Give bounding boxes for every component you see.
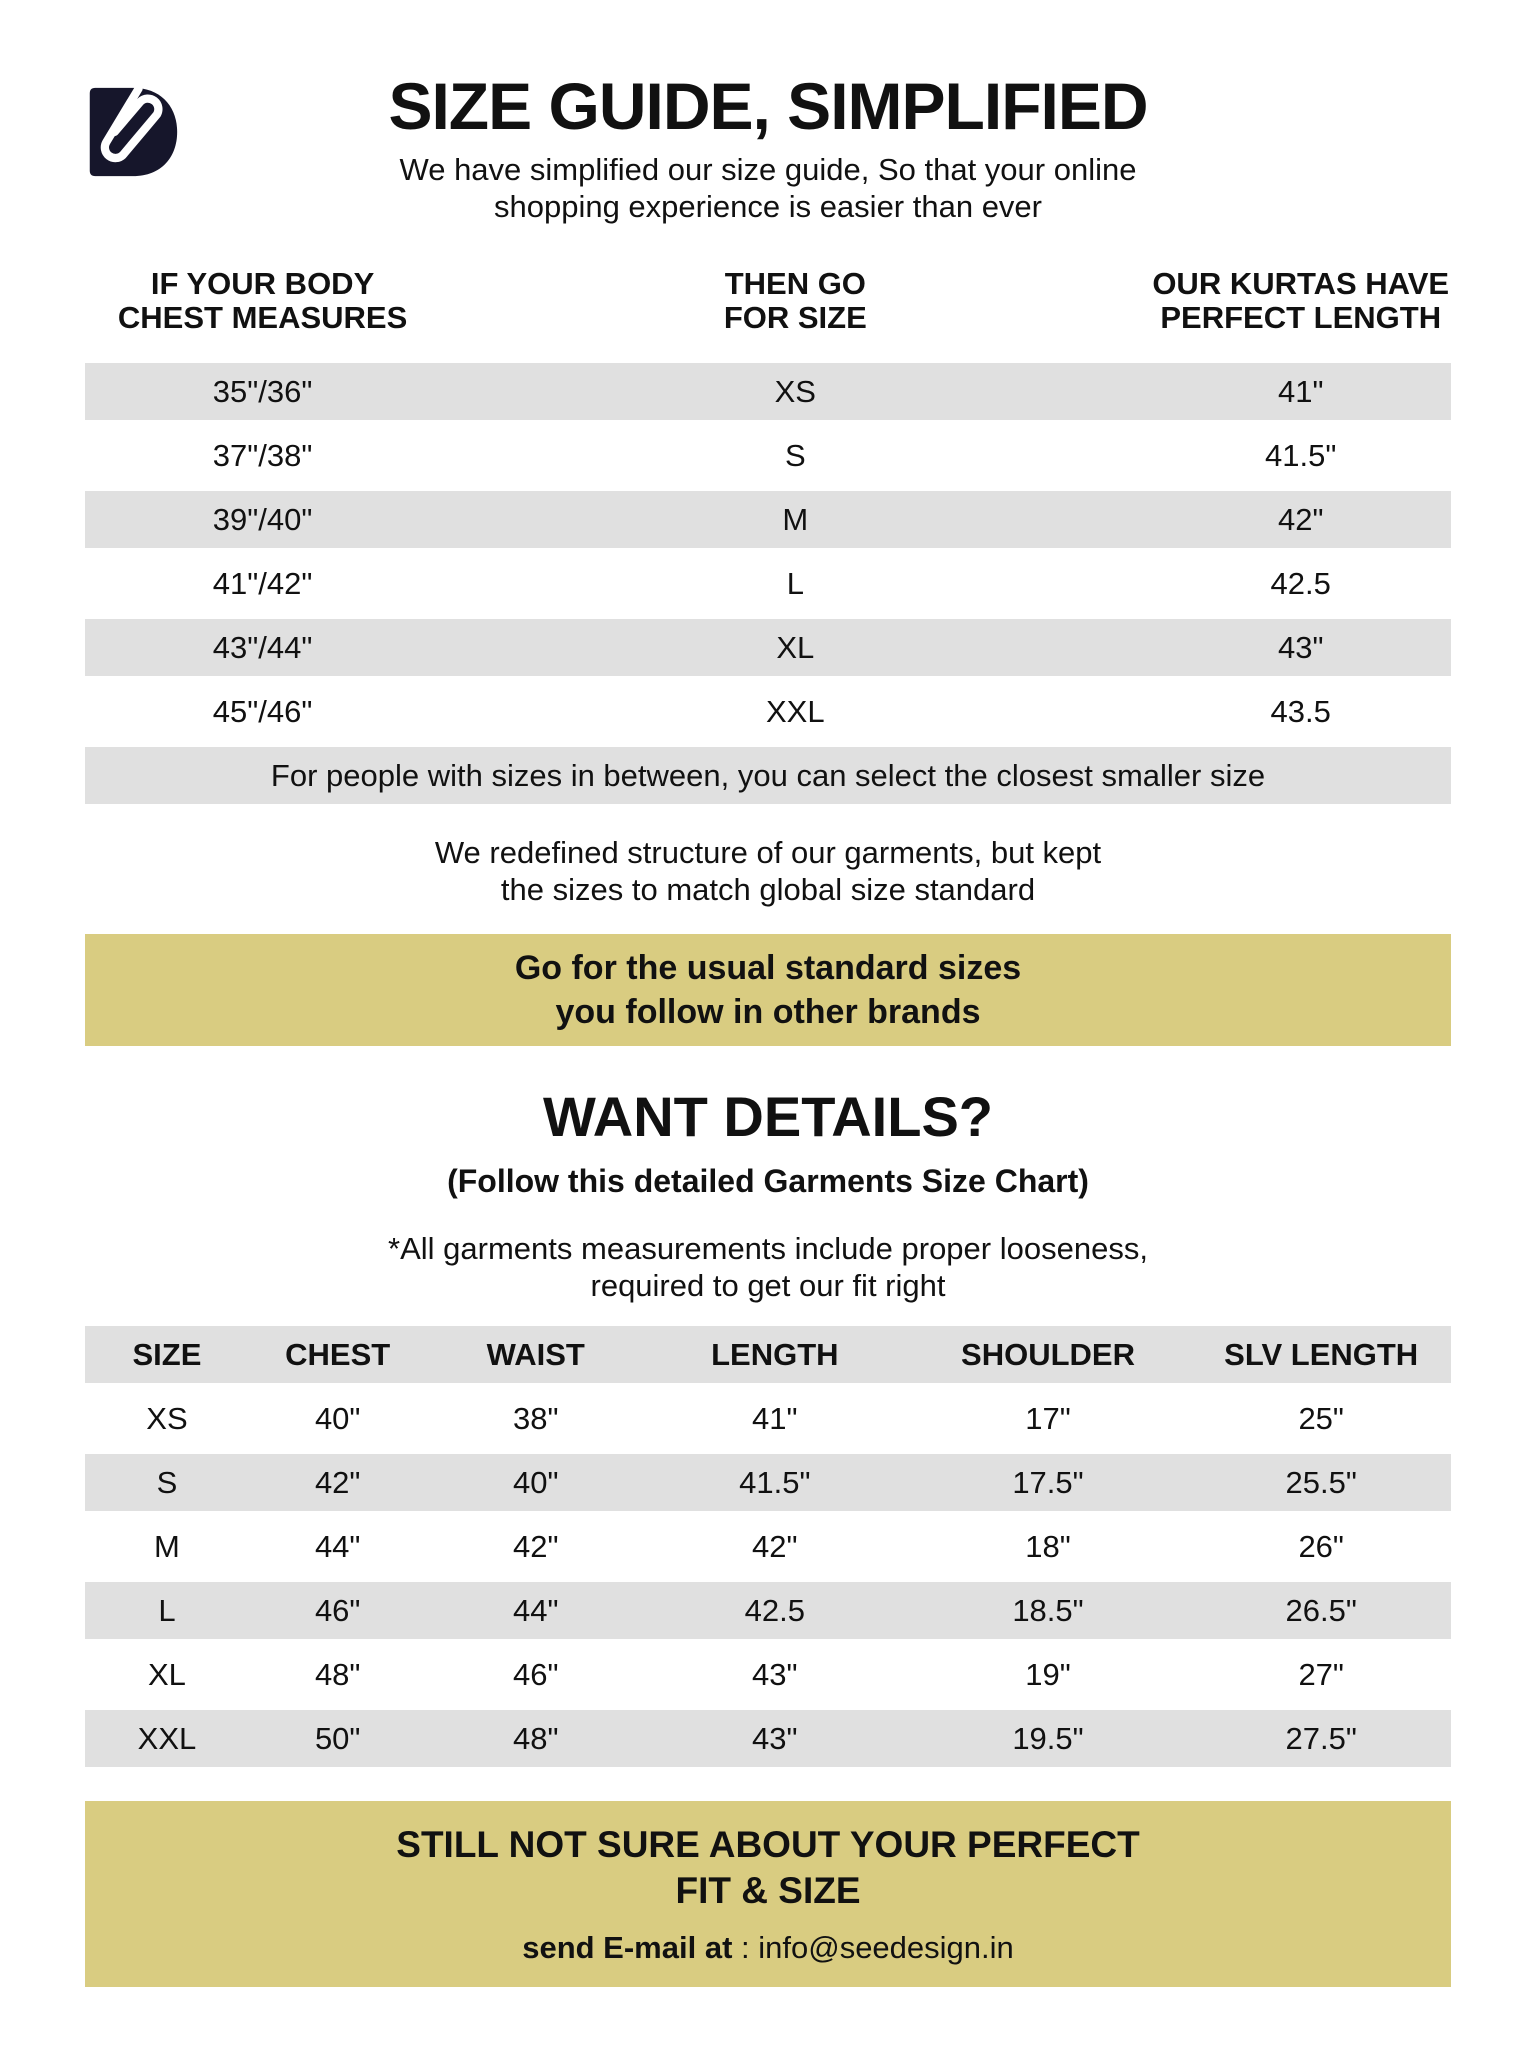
cell-shoulder: 18" (1025, 1528, 1071, 1564)
detail-table-area (85, 1326, 1451, 1767)
brand-logo-icon (87, 83, 179, 181)
header-chest-measures (85, 267, 440, 335)
cell-chest: 41"/42" (212, 565, 313, 601)
page-title: SIZE GUIDE, SIMPLIFIED (388, 69, 1148, 143)
page-header (0, 0, 1536, 225)
subtitle-line-2: shopping experience is easier than ever (493, 189, 1042, 225)
header-length: LENGTH (711, 1336, 839, 1372)
cell-waist: 44" (513, 1592, 559, 1628)
cell-waist: 38" (513, 1400, 559, 1436)
cell-size: M (782, 501, 809, 537)
header-line: THEN GO (724, 266, 866, 302)
banner-line-1: Go for the usual standard sizes (514, 949, 1022, 988)
contact-banner-line-1: STILL NOT SURE ABOUT YOUR PERFECT (396, 1824, 1140, 1866)
cell-size: L (158, 1592, 176, 1628)
table-row (85, 427, 1451, 484)
table-row (85, 1710, 1451, 1767)
table-row (85, 363, 1451, 420)
table-row (85, 1582, 1451, 1639)
cell-chest: 50" (314, 1720, 361, 1756)
cell-chest: 40" (314, 1400, 361, 1436)
cell-length: 41.5" (739, 1464, 811, 1500)
cell-size: XL (776, 629, 815, 665)
table-row (85, 1390, 1451, 1447)
cell-slv-length: 26" (1298, 1528, 1344, 1564)
cell-length: 42" (1277, 501, 1324, 537)
banner-line-2: you follow in other brands (555, 993, 981, 1032)
cell-chest: 48" (314, 1656, 361, 1692)
header-slv-length: SLV LENGTH (1224, 1336, 1419, 1372)
looseness-note (0, 1230, 1536, 1304)
cell-size: L (786, 565, 804, 601)
cell-slv-length: 27" (1298, 1656, 1344, 1692)
header-line: OUR KURTAS HAVE (1152, 266, 1450, 302)
cell-shoulder: 19.5" (1012, 1720, 1084, 1756)
cell-length: 41" (1277, 373, 1324, 409)
cell-length: 41.5" (1265, 437, 1337, 473)
header-go-for-size (440, 267, 1150, 335)
looseness-line-2: required to get our fit right (590, 1268, 946, 1304)
cell-waist: 48" (513, 1720, 559, 1756)
cell-length: 42.5 (744, 1592, 805, 1628)
table-row (85, 1646, 1451, 1703)
simple-table-body (85, 363, 1451, 804)
header-line: FOR SIZE (723, 300, 867, 336)
cell-size: XXL (766, 693, 825, 729)
table-row (85, 619, 1451, 676)
subtitle-line-1: We have simplified our size guide, So that your online (399, 152, 1137, 188)
content-area (85, 267, 1451, 908)
detail-size-table (85, 1326, 1451, 1767)
cell-chest: 43"/44" (212, 629, 313, 665)
cell-size: XS (146, 1400, 188, 1436)
email-label: send E-mail at (522, 1930, 733, 1966)
cell-waist: 40" (513, 1464, 559, 1500)
header-line: PERFECT LENGTH (1160, 300, 1442, 336)
page-subtitle (0, 151, 1536, 225)
cell-length: 41" (752, 1400, 798, 1436)
cell-shoulder: 17.5" (1012, 1464, 1084, 1500)
want-details-heading: WANT DETAILS? (542, 1085, 994, 1149)
email-address: : info@seedesign.in (732, 1930, 1014, 1966)
cell-length: 43" (752, 1656, 798, 1692)
looseness-line-1: *All garments measurements include proper looseness, (388, 1231, 1148, 1267)
cell-length: 43" (1277, 629, 1324, 665)
cell-size: XXL (137, 1720, 197, 1756)
simple-size-table (85, 267, 1451, 804)
detail-table-header-row (85, 1326, 1451, 1383)
cell-size: S (156, 1464, 178, 1500)
table-row (85, 1518, 1451, 1575)
cell-chest: 46" (314, 1592, 361, 1628)
cell-slv-length: 26.5" (1285, 1592, 1357, 1628)
cell-length: 43" (752, 1720, 798, 1756)
header-line: IF YOUR BODY (150, 266, 375, 302)
table-row (85, 491, 1451, 548)
header-kurta-length (1150, 267, 1451, 335)
cell-chest: 42" (314, 1464, 361, 1500)
cell-chest: 45"/46" (212, 693, 313, 729)
redefined-note (85, 834, 1451, 908)
cell-size: M (154, 1528, 180, 1564)
cell-chest: 35"/36" (212, 373, 313, 409)
cell-size: XS (774, 373, 816, 409)
table-row (85, 683, 1451, 740)
contact-email-line (85, 1930, 1451, 1966)
cell-waist: 46" (513, 1656, 559, 1692)
redefined-line-1: We redefined structure of our garments, but kept (434, 835, 1102, 871)
cell-size: XL (147, 1656, 186, 1692)
cell-size: S (784, 437, 806, 473)
cell-shoulder: 17" (1025, 1400, 1071, 1436)
table-row (85, 1454, 1451, 1511)
cell-length: 42.5 (1270, 565, 1331, 601)
cell-slv-length: 25" (1298, 1400, 1344, 1436)
contact-banner-line-2: FIT & SIZE (675, 1870, 861, 1912)
header-shoulder: SHOULDER (961, 1336, 1135, 1372)
header-size: SIZE (132, 1336, 202, 1372)
cell-slv-length: 25.5" (1285, 1464, 1357, 1500)
table-row (85, 555, 1451, 612)
cell-shoulder: 19" (1025, 1656, 1071, 1692)
standard-sizes-banner (85, 934, 1451, 1046)
cell-waist: 42" (513, 1528, 559, 1564)
header-chest: CHEST (285, 1336, 391, 1372)
cell-slv-length: 27.5" (1285, 1720, 1357, 1756)
cell-chest: 39"/40" (212, 501, 313, 537)
cell-shoulder: 18.5" (1012, 1592, 1084, 1628)
cell-length: 42" (752, 1528, 798, 1564)
contact-banner (85, 1801, 1451, 1987)
header-waist: WAIST (486, 1336, 585, 1372)
cell-length: 43.5 (1270, 693, 1331, 729)
simple-table-header-row (85, 267, 1451, 335)
cell-chest: 37"/38" (212, 437, 313, 473)
table-footnote: For people with sizes in between, you can select the closest smaller size (85, 747, 1451, 804)
header-line: CHEST MEASURES (117, 300, 408, 336)
redefined-line-2: the sizes to match global size standard (500, 872, 1036, 908)
cell-chest: 44" (314, 1528, 361, 1564)
want-details-subheading: (Follow this detailed Garments Size Chart) (447, 1163, 1089, 1200)
